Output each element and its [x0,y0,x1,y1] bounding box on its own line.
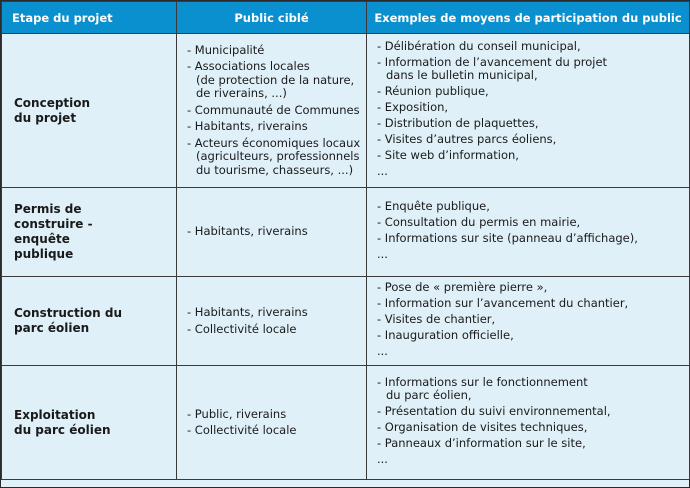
example-item-text: ... [377,344,388,358]
table-row [2,277,690,366]
examples-cell [367,277,690,366]
public-cell-list [187,44,360,178]
examples-cell-list [377,281,683,359]
example-item-text: - Panneaux d’information sur le site, [377,436,586,451]
public-item-text: - Municipalité [187,42,265,57]
stage-cell [2,188,177,277]
example-item [377,149,683,163]
example-item [377,297,683,311]
public-cell [177,188,367,277]
examples-cell-list [377,200,683,262]
public-item-text: (agriculteurs, professionnels [196,149,360,164]
public-item-text: - Collectivité locale [187,321,297,336]
stage-cell [2,34,177,188]
example-item [377,437,683,451]
example-item [377,165,683,179]
example-item [377,200,683,214]
example-item [377,85,683,99]
examples-cell-list [377,376,683,467]
stage-label-line: construire - [14,217,93,231]
table-header-row [2,2,690,34]
example-item-text: - Délibération du conseil municipal, [377,38,581,53]
public-item [187,137,360,178]
public-cell [177,277,367,366]
public-cell-list [187,306,360,336]
stage-label-line: Permis de [14,202,82,216]
stage-cell [2,277,177,366]
public-item-text: de riverains, ...) [196,86,287,101]
example-item [377,117,683,131]
table-body [2,34,690,480]
example-item-text: - Consultation du permis en mairie, [377,215,581,229]
example-item-text: - Présentation du suivi environnemental, [377,404,611,419]
example-item-text: - Informations sur site (panneau d’affichage), [377,231,638,245]
example-item [377,345,683,359]
public-item [187,104,360,118]
public-item-text: - Public, riverains [187,406,287,421]
example-item-text: - Organisation de visites techniques, [377,420,588,435]
example-item-text: ... [377,452,388,467]
example-item [377,133,683,147]
public-item [187,306,360,320]
examples-cell [367,188,690,277]
participation-table [1,1,690,480]
table-row [2,188,690,277]
example-item-text: - Visites de chantier, [377,312,496,326]
example-item [377,101,683,115]
example-item-text: ... [377,164,388,179]
public-item-text: - Habitants, riverains [187,305,308,319]
public-item [187,225,360,239]
public-item [187,120,360,134]
example-item [377,40,683,54]
example-item-text: ... [377,247,388,261]
stage-label-line: du projet [14,110,77,125]
public-item [187,60,360,101]
public-item-text: - Acteurs économiques locaux [187,135,361,150]
header-examples: Exemples de moyens de participation du public [367,2,690,34]
stage-label-line: publique [14,247,74,261]
stage-label-line: enquête [14,232,70,246]
public-cell-list [187,225,360,239]
stage-label-line: Exploitation [14,407,96,422]
public-item-text: - Habitants, riverains [187,119,308,134]
examples-cell [367,34,690,188]
example-item [377,232,683,246]
example-item-text: - Information sur l’avancement du chantier, [377,296,629,310]
example-item-text: - Information de l’avancement du projet [377,54,608,69]
public-cell-list [187,408,360,438]
example-item [377,216,683,230]
public-item [187,408,360,422]
example-item-text: - Réunion publique, [377,84,489,99]
example-item [377,329,683,343]
example-item [377,313,683,327]
public-item-text: - Associations locales [187,59,310,74]
header-public: Public ciblé [177,2,367,34]
stage-label-line: Conception [14,95,91,110]
stage-cell [2,366,177,480]
public-item-text: - Collectivité locale [187,423,297,437]
public-item-text: (de protection de la nature, [196,72,355,87]
example-item-text: - Pose de « première pierre », [377,280,548,294]
example-item [377,453,683,467]
example-item [377,421,683,435]
example-item [377,56,683,83]
example-item-text: - Site web d’information, [377,148,519,163]
stage-label-line: du parc éolien [14,422,111,437]
example-item-text: - Informations sur le fonctionnement [377,374,588,389]
example-item-text: - Exposition, [377,100,449,115]
public-item [187,424,360,438]
example-item-text: - Inauguration officielle, [377,328,514,342]
public-item-text: du tourisme, chasseurs, ...) [196,162,354,177]
example-item-text: - Enquête publique, [377,199,490,213]
example-item-text: du parc éolien, [386,388,472,403]
public-cell [177,366,367,480]
public-item-text: - Habitants, riverains [187,224,308,239]
example-item-text: - Distribution de plaquettes, [377,116,539,131]
table-row [2,366,690,480]
public-item-text: - Communauté de Communes [187,102,360,117]
example-item [377,281,683,295]
table-row [2,34,690,188]
stage-label-line: parc éolien [14,321,90,335]
public-item [187,323,360,337]
example-item-text: - Visites d’autres parcs éoliens, [377,132,557,147]
public-cell [177,34,367,188]
public-item [187,44,360,58]
examples-cell-list [377,40,683,179]
examples-cell [367,366,690,480]
example-item-text: dans le bulletin municipal, [386,68,538,83]
example-item [377,376,683,403]
example-item [377,248,683,262]
example-item [377,405,683,419]
stage-label-line: Construction du [14,306,122,320]
header-stage: Etape du projet [2,2,177,34]
